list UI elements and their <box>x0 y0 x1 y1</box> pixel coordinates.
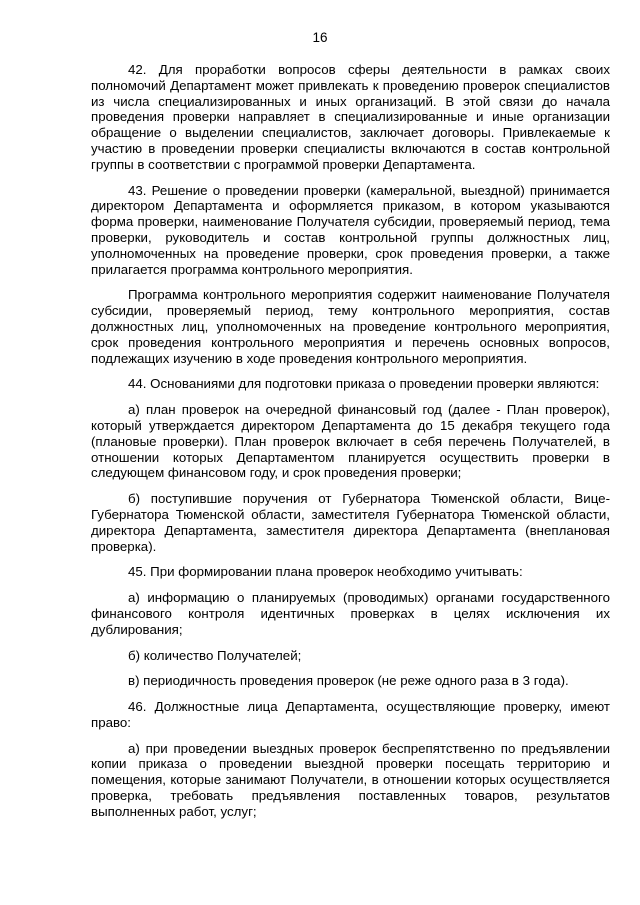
paragraph-44-a: а) план проверок на очередной финансовый год (далее - План проверок), который утверждается директором Департамента до 15 декабря текущего года (плановые проверки). План проверок включает в себя перечень Получателей, в отношении которых Департаментом планируется осуществить проверки в следующем финансовом году, и срок проведения проверки; <box>91 402 610 481</box>
paragraph-45-b: б) количество Получателей; <box>128 647 302 663</box>
paragraph-45-a: а) информацию о планируемых (проводимых) органами государственного финансового контроля идентичных проверках в целях исключения их дублирования; <box>91 590 610 637</box>
paragraph-46-a: а) при проведении выездных проверок беспрепятственно по предъявлении копии приказа о проведении выездной проверки посещать территорию и помещения, которые занимают Получатели, в отношении которых осуществляется проверка, требовать предъявления поставленных товаров, результатов выполненных работ, услуг; <box>91 740 610 819</box>
paragraph-43: 43. Решение о проведении проверки (камеральной, выездной) принимается директором Департамента и оформляется приказом, в котором указываются форма проверки, наименование Получателя субсидии, проверяемый период, тема проверки, руководитель и состав контрольной группы должностных лиц, уполномоченных на проведение проверки, срок проведения проверки, а также прилагается программа контрольного мероприятия. <box>91 182 610 277</box>
paragraph-45-c: в) периодичность проведения проверок (не реже одного раза в 3 года). <box>128 673 569 689</box>
paragraph-46: 46. Должностные лица Департамента, осуществляющие проверку, имеют право: <box>91 699 610 730</box>
paragraph-43-program: Программа контрольного мероприятия содержит наименование Получателя субсидии, проверяемый период, тему контрольного мероприятия, состав должностных лиц, уполномоченных на проведение контрольного мероприятия, срок проведения контрольного мероприятия и перечень основных вопросов, подлежащих изучению в ходе проведения контрольного мероприятия. <box>91 287 610 366</box>
paragraph-44: 44. Основаниями для подготовки приказа о проведении проверки являются: <box>128 376 600 392</box>
page-number: 16 <box>312 30 328 45</box>
paragraph-45: 45. При формировании плана проверок необходимо учитывать: <box>128 564 523 580</box>
paragraph-44-b: б) поступившие поручения от Губернатора Тюменской области, Вице-Губернатора Тюменской области, заместителя Губернатора Тюменской области, директора Департамента, заместителя директора Департамента (внеплановая проверка). <box>91 491 610 554</box>
paragraph-42: 42. Для проработки вопросов сферы деятельности в рамках своих полномочий Департамент может привлекать к проведению проверок специалистов из числа специализированных и иных организаций. В этой связи до начала проведения проверки направляет в специализированные и иные организации обращение о выделении специалистов, заключает договоры. Привлекаемые к участию в проведении проверки специалисты включаются в состав контрольной группы в соответствии с программой проверки Департамента. <box>91 62 610 172</box>
document-body <box>91 62 610 830</box>
